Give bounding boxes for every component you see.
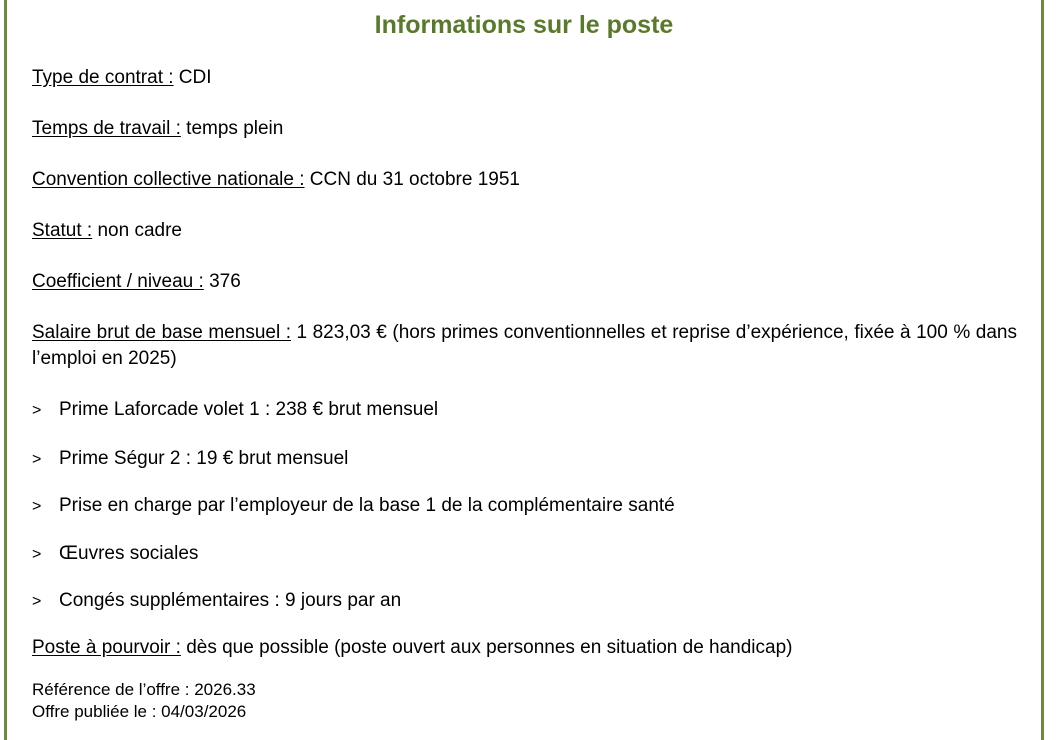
bullet-marker: > — [32, 451, 42, 468]
job-info-panel — [4, 0, 1044, 740]
field-label: Coefficient / niveau : — [32, 271, 204, 292]
field-label: Convention collective nationale : — [32, 169, 305, 190]
field-value: non cadre — [92, 220, 182, 241]
list-item — [32, 541, 198, 568]
field-value: CDI — [173, 67, 212, 88]
field-status — [32, 218, 1017, 244]
list-item — [32, 446, 348, 473]
field-value: temps plein — [180, 118, 284, 139]
bullet-marker: > — [32, 498, 42, 515]
field-value: 1 823,03 € (hors primes conventionnelles et reprise d’expérience, fixée à 100 % dans l’emploi en 2025) — [32, 322, 1017, 369]
field-base-salary — [32, 320, 1017, 372]
list-item — [32, 588, 401, 615]
field-label: Poste à pourvoir : — [32, 637, 181, 658]
page-title: Informations sur le poste — [374, 11, 674, 39]
field-value: 376 — [203, 271, 241, 292]
field-collective-agreement — [32, 167, 1017, 193]
field-position-availability — [32, 635, 1017, 661]
field-contract-type — [32, 65, 1017, 91]
field-label: Type de contrat : — [32, 67, 174, 88]
benefit-text: Œuvres sociales — [59, 543, 199, 564]
field-label: Temps de travail : — [32, 118, 181, 139]
benefit-text: Prime Ségur 2 : 19 € brut mensuel — [59, 448, 349, 469]
list-item — [32, 397, 438, 424]
bullet-marker: > — [32, 546, 42, 563]
offer-reference: Référence de l’offre : 2026.33 — [32, 680, 256, 699]
field-value: CCN du 31 octobre 1951 — [304, 169, 520, 190]
field-label: Statut : — [32, 220, 93, 241]
list-item — [32, 493, 675, 520]
offer-published-date: Offre publiée le : 04/03/2026 — [32, 702, 247, 721]
benefit-text: Prise en charge par l’employeur de la base 1 de la complémentaire santé — [59, 495, 675, 516]
benefit-text: Prime Laforcade volet 1 : 238 € brut mensuel — [59, 399, 439, 420]
bullet-marker: > — [32, 593, 42, 610]
bullet-marker: > — [32, 402, 42, 419]
field-value: dès que possible (poste ouvert aux personnes en situation de handicap) — [180, 637, 793, 658]
field-coefficient — [32, 269, 1017, 295]
benefit-text: Congés supplémentaires : 9 jours par an — [59, 590, 402, 611]
field-working-time — [32, 116, 1017, 142]
field-label: Salaire brut de base mensuel : — [32, 322, 291, 343]
